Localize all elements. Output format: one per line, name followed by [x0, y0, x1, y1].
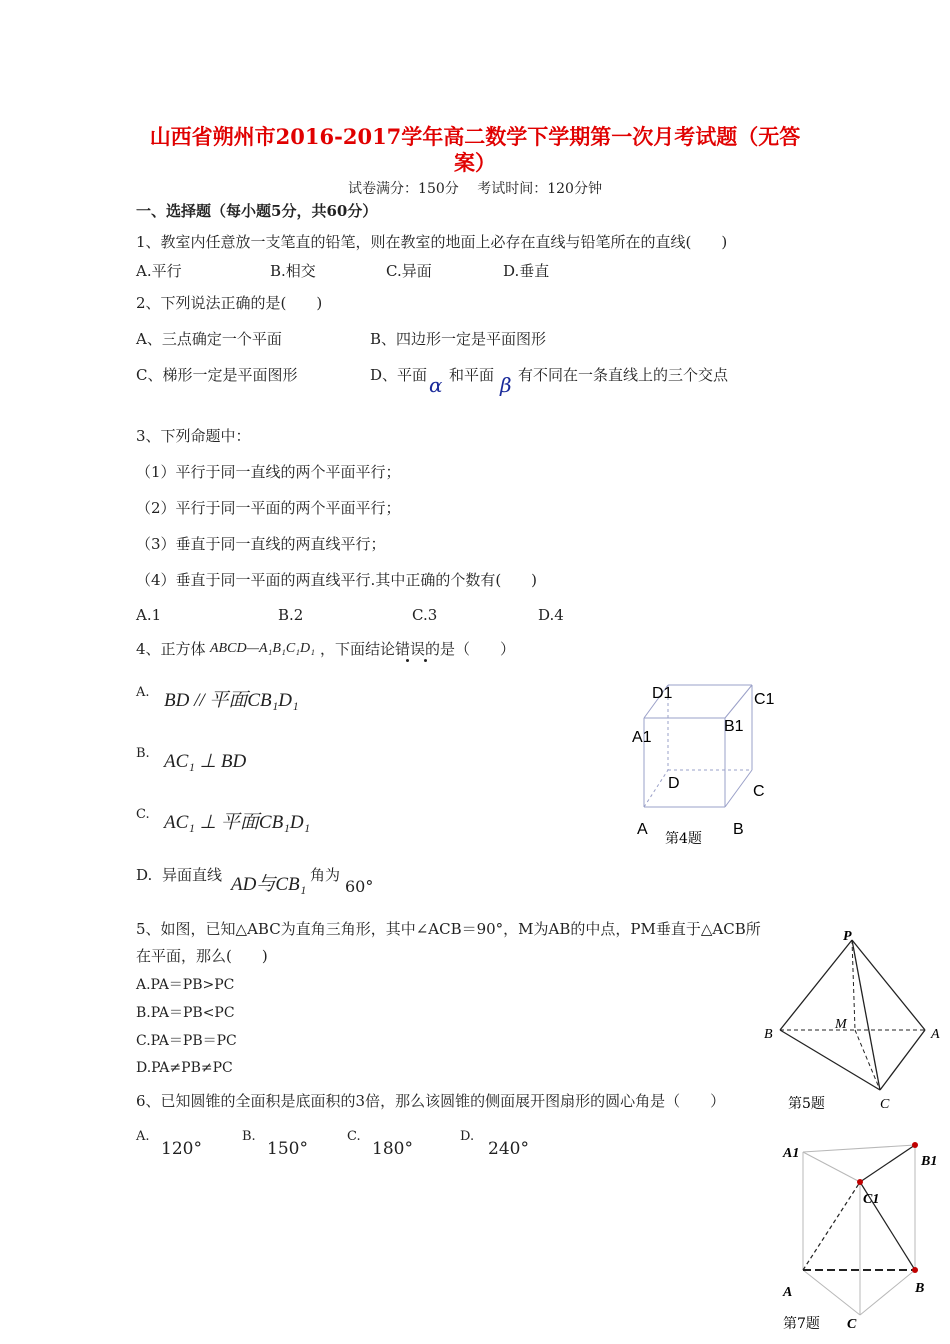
point-label: A	[931, 1027, 940, 1042]
q6-option-b-value: 150°	[267, 1139, 308, 1159]
q1-option-c: C.异面	[386, 262, 432, 280]
q4-cube-name: ABCD—A₁B₁C₁D₁	[210, 641, 316, 656]
q2-option-a: A、三点确定一个平面	[136, 330, 282, 348]
q5-stem-line1: 5、如图，已知△ABC为直角三角形，其中∠ACB＝90°，M为AB的中点，PM垂直于△ACB所	[136, 920, 761, 938]
q2-option-d-post: 有不同在一条直线上的三个交点	[518, 366, 729, 384]
q4-option-a-label: A.	[136, 685, 150, 700]
point-label: P	[843, 929, 852, 944]
q3-option-c: C.3	[412, 606, 438, 624]
figure-caption: 第7题	[783, 1316, 820, 1332]
page-title-line2: 案）	[454, 150, 496, 175]
q4-option-b-label: B.	[136, 746, 150, 761]
point-label: B	[764, 1027, 773, 1042]
point-label: C	[847, 1317, 857, 1332]
q6-stem: 6、已知圆锥的全面积是底面积的3倍，那么该圆锥的侧面展开图扇形的圆心角是（ ）	[136, 1092, 726, 1110]
q3-option-a: A.1	[136, 606, 162, 624]
q3-item-2: （2）平行于同一平面的两个平面平行；	[136, 499, 401, 517]
q2-option-d-pre: D、平面	[370, 366, 428, 384]
q6-option-a-label: A.	[136, 1129, 150, 1144]
point-marker	[857, 1179, 863, 1185]
q4-option-d-lines: AD与CB₁	[231, 874, 307, 895]
q6-option-d-value: 240°	[488, 1139, 529, 1159]
section-heading: 一、选择题（每小题5分，共60分）	[136, 202, 378, 220]
q1-option-d: D.垂直	[503, 262, 550, 280]
point-label: M	[835, 1017, 847, 1032]
figure-caption: 第5题	[788, 1096, 825, 1112]
q6-option-d-label: D.	[460, 1129, 475, 1144]
q3-item-3: （3）垂直于同一直线的两直线平行；	[136, 535, 386, 553]
q1-stem: 1、教室内任意放一支笔直的铅笔，则在教室的地面上必存在直线与铅笔所在的直线( )	[136, 233, 728, 251]
q1-option-a: A.平行	[136, 262, 182, 280]
beta-symbol: β	[500, 373, 512, 397]
vertex-label: B	[733, 821, 744, 838]
point-label: B	[915, 1281, 925, 1296]
cube-figure	[620, 670, 780, 860]
vertex-label: A1	[632, 729, 652, 746]
q3-item-4: （4）垂直于同一平面的两直线平行.其中正确的个数有( )	[136, 571, 538, 589]
vertex-label: B1	[724, 718, 744, 735]
q5-stem-line2: 在平面，那么( )	[136, 947, 268, 965]
q3-option-b: B.2	[278, 606, 304, 624]
q2-option-d-mid: 和平面	[449, 366, 495, 384]
q6-option-c-label: C.	[347, 1129, 361, 1144]
point-marker	[912, 1142, 918, 1148]
q4-stem-pre: 4、正方体	[136, 640, 206, 658]
q3-stem: 3、下列命题中：	[136, 427, 251, 445]
q4-option-d-mid: 角为	[310, 866, 341, 884]
tetrahedron-figure	[760, 925, 945, 1115]
figure-caption: 第4题	[665, 831, 702, 847]
exam-info: 试卷满分：150分 考试时间：120分钟	[348, 181, 602, 197]
q4-option-a-math: BD // 平面CB₁D₁	[164, 690, 299, 711]
q2-option-b: B、四边形一定是平面图形	[370, 330, 547, 348]
emphasis-dot	[424, 659, 427, 662]
q4-option-c-math: AC₁ ⊥ 平面CB₁D₁	[164, 812, 311, 833]
q5-option-a: A.PA＝PB>PC	[136, 977, 235, 993]
vertex-label: D	[668, 775, 680, 792]
point-label: A1	[783, 1146, 800, 1161]
alpha-symbol: α	[429, 373, 443, 397]
prism-figure	[775, 1130, 945, 1340]
q4-stem-post: ，下面结论错误的是（ ）	[320, 640, 516, 658]
q4-option-d-pre: 异面直线	[162, 866, 223, 884]
q4-option-c-label: C.	[136, 807, 150, 822]
q3-option-d: D.4	[538, 606, 564, 624]
q2-stem: 2、下列说法正确的是( )	[136, 294, 323, 312]
point-label: B1	[921, 1154, 938, 1169]
q6-option-a-value: 120°	[161, 1139, 202, 1159]
q4-option-d-value: 60°	[345, 877, 374, 896]
q6-option-b-label: B.	[242, 1129, 256, 1144]
emphasis-dot	[406, 659, 409, 662]
q2-option-c: C、梯形一定是平面图形	[136, 366, 298, 384]
point-label: C	[880, 1097, 890, 1112]
q5-option-c: C.PA＝PB＝PC	[136, 1033, 237, 1049]
q6-option-c-value: 180°	[372, 1139, 413, 1159]
vertex-label: A	[637, 821, 648, 838]
q4-option-d-label: D.	[136, 866, 153, 884]
q4-option-b-math: AC₁ ⊥ BD	[164, 751, 247, 772]
page-title-line1: 山西省朔州市2016-2017学年高二数学下学期第一次月考试题（无答	[149, 124, 801, 149]
q1-option-b: B.相交	[270, 262, 316, 280]
point-marker	[912, 1267, 918, 1273]
q3-item-1: （1）平行于同一直线的两个平面平行；	[136, 463, 401, 481]
vertex-label: C1	[754, 691, 775, 708]
point-label: A	[783, 1285, 793, 1300]
point-label: C1	[863, 1192, 880, 1207]
q5-option-b: B.PA＝PB<PC	[136, 1005, 235, 1021]
vertex-label: C	[753, 783, 765, 800]
q5-option-d: D.PA≠PB≠PC	[136, 1060, 233, 1076]
vertex-label: D1	[652, 685, 673, 702]
